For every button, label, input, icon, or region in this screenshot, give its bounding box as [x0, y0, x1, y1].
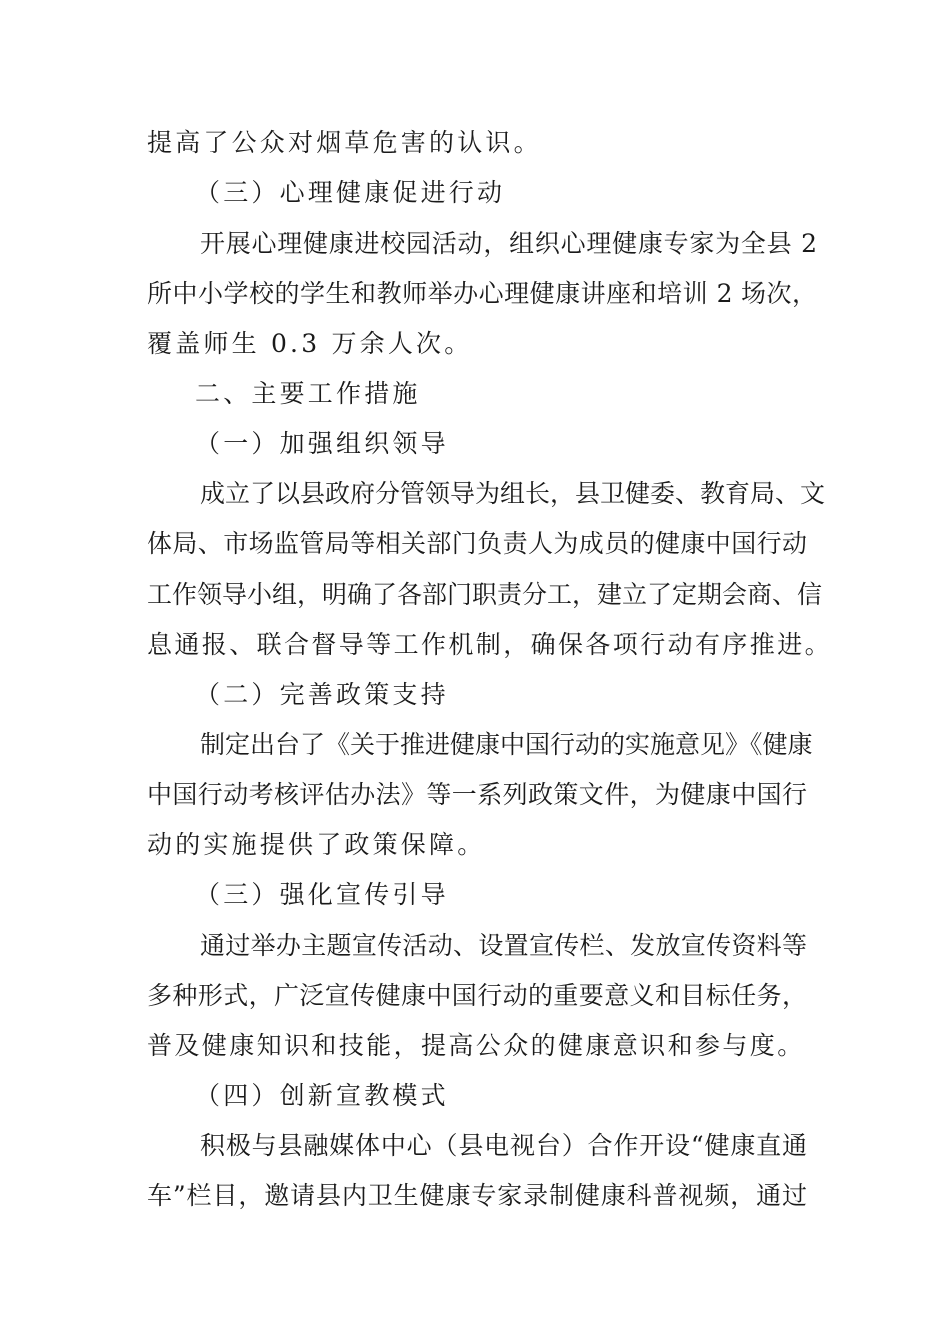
paragraph-line: 通过举办主题宣传活动、设置宣传栏、发放宣传资料等	[200, 931, 807, 960]
paragraph-line: 工作领导小组，明确了各部门职责分工，建立了定期会商、信	[147, 580, 823, 609]
section-heading: （一）加强组织领导	[195, 429, 449, 458]
paragraph-line: 提高了公众对烟草危害的认识。	[147, 128, 542, 157]
paragraph-line: 中国行动考核评估办法》等一系列政策文件，为健康中国行	[147, 780, 807, 809]
paragraph-line: 制定出台了《关于推进健康中国行动的实施意见》《健康	[200, 730, 813, 759]
paragraph-line: 车”栏目，邀请县内卫生健康专家录制健康科普视频，通过	[147, 1181, 807, 1210]
paragraph-line: 息通报、联合督导等工作机制，确保各项行动有序推进。	[147, 630, 833, 659]
paragraph-line: 所中小学校的学生和教师举办心理健康讲座和培训 2 场次，	[147, 279, 817, 308]
section-heading: （三）心理健康促进行动	[195, 178, 506, 207]
chapter-heading: 二、主要工作措施	[195, 379, 421, 408]
paragraph-line: 普及健康知识和技能，提高公众的健康意识和参与度。	[147, 1031, 805, 1060]
paragraph-line: 多种形式，广泛宣传健康中国行动的重要意义和目标任务，	[147, 981, 807, 1010]
paragraph-line: 积极与县融媒体中心（县电视台）合作开设“健康直通	[200, 1131, 807, 1160]
section-heading: （四）创新宣教模式	[195, 1081, 449, 1110]
section-heading: （二）完善政策支持	[195, 680, 449, 709]
paragraph-line: 覆盖师生 0.3 万余人次。	[147, 329, 473, 358]
paragraph-line: 成立了以县政府分管领导为组长，县卫健委、教育局、文	[200, 479, 826, 508]
paragraph-line: 动的实施提供了政策保障。	[147, 830, 486, 859]
paragraph-line: 开展心理健康进校园活动，组织心理健康专家为全县 2	[200, 229, 817, 258]
paragraph-line: 体局、市场监管局等相关部门负责人为成员的健康中国行动	[147, 529, 807, 558]
section-heading: （三）强化宣传引导	[195, 880, 449, 909]
